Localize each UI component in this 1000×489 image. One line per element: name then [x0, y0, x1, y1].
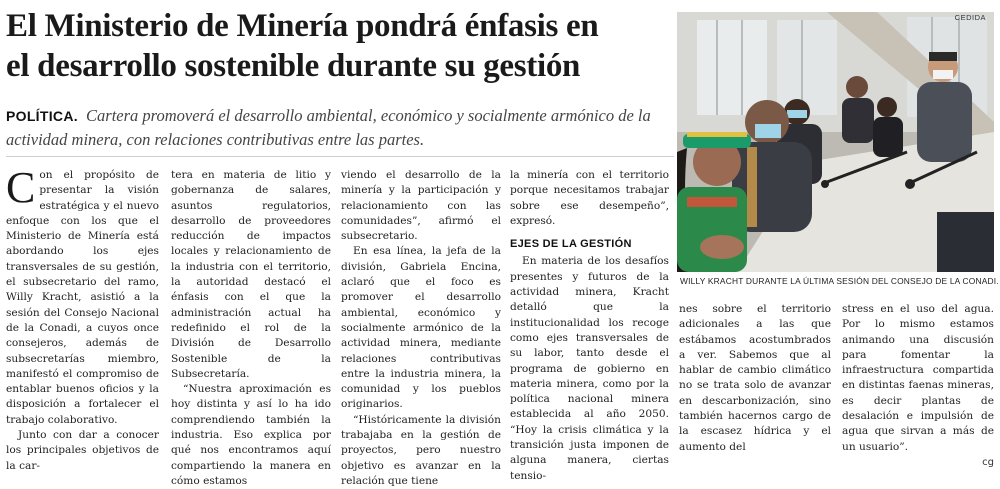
paragraph: on el propósito de presentar la visión estratégica y el nuevo enfoque con los que el Ministerio de Minería está abordando los ejes transversales de su gestión, el subsecretario del ramo, Willy Kracht, asistió a la sesión del Consejo Nacional de la Conadi, a cuyos once consejeros, además de subsecretarías miembro, manifestó el compromiso de entablar buenos oficios y la disposición a fortalecer el trabajo colaborativo.	[6, 169, 159, 426]
article-column-3	[341, 168, 501, 489]
headline-line-2: el desarrollo sostenible durante su gestión	[6, 48, 581, 84]
paragraph: nes sobre el territorio adicionales a las que estábamos acostumbrados a ver. Sabemos que al hablar de cambio climático no se trata solo de avanzar en descarbonización, sino también hacernos cargo de la escasez hídrica y el aumento del	[679, 303, 831, 453]
paragraph: tera en materia de litio y gobernanza de salares, asuntos regulatorios, desarrollo de proveedores reducción de impactos locales y relacionamiento de la industria con el territorio, la autoridad destacó el énfasis con el que la administración actual ha redefinido el rol de la División de Desarrollo Sostenible de la Subsecretaría.	[171, 169, 331, 380]
section-subhead: EJES DE LA GESTIÓN	[510, 238, 632, 251]
paragraph: Junto con dar a conocer los principales objetivos de la car-	[6, 429, 159, 472]
author-initials: cg	[982, 456, 994, 468]
headline	[6, 6, 668, 86]
article-column-1	[6, 163, 159, 474]
paragraph: En esa línea, la jefa de la división, Gabriela Encina, aclaró que el foco es promover el desarrollo ambiental, económico y socialmente armónico de la actividad minera, mediante relaciones contributivas entre la industria minera, la comunidad y los pueblos originarios.	[341, 245, 501, 411]
section-label: POLÍTICA.	[6, 108, 78, 124]
paragraph: En materia de los desafíos presentes y futuros de la actividad minera, Kracht detalló que la institucionalidad los recoge como ejes transversales de su labor, tanto desde el programa de gobierno en materia minera, como por la política nacional minera establecida al año 2050. “Hoy la crisis climática y la transición justa imponen de alguna manera, ciertas tensio-	[510, 255, 669, 482]
paragraph: “Históricamente la división trabajaba en la gestión de proyectos, pero nuestro objetivo es avanzar en la relación que tiene	[341, 413, 501, 487]
paragraph: “Nuestra aproximación es hoy distinta y así lo ha ido comprendiendo también la industria. Eso explica por qué nos encontramos aquí compartiendo la manera en cómo estamos	[171, 383, 331, 487]
dropcap: C	[6, 163, 36, 212]
paragraph: la minería con el territorio porque necesitamos trabajar sobre ese desempeño”, expresó.	[510, 169, 669, 227]
divider	[6, 156, 674, 157]
article-column-6	[842, 302, 994, 470]
photo-credit: CEDIDA	[954, 13, 986, 22]
meeting-photo-illustration	[677, 12, 994, 272]
article-column-2	[171, 168, 331, 489]
article-column-5	[679, 302, 831, 455]
paragraph: stress en el uso del agua. Por lo mismo estamos animando una discusión para fomentar la infraestructura compartida en distintas faenas mineras, es decir plantas de desalación e impulsión de agua que sirvan a más de un usuario”.	[842, 303, 994, 453]
article-column-4	[510, 168, 669, 484]
deck-text: Cartera promoverá el desarrollo ambiental, económico y socialmente armónico de la actividad minera, con relaciones contributivas entre las partes.	[6, 106, 651, 149]
article-photo	[677, 12, 994, 272]
deck	[6, 104, 674, 151]
headline-line-1: El Ministerio de Minería pondrá énfasis en	[6, 8, 599, 44]
paragraph: viendo el desarrollo de la minería y la participación y relacionamiento con las comunidades”, afirmó el subsecretario.	[341, 169, 501, 243]
photo-caption: WILLY KRACHT DURANTE LA ÚLTIMA SESIÓN DEL CONSEJO DE LA CONADI.	[680, 276, 999, 286]
